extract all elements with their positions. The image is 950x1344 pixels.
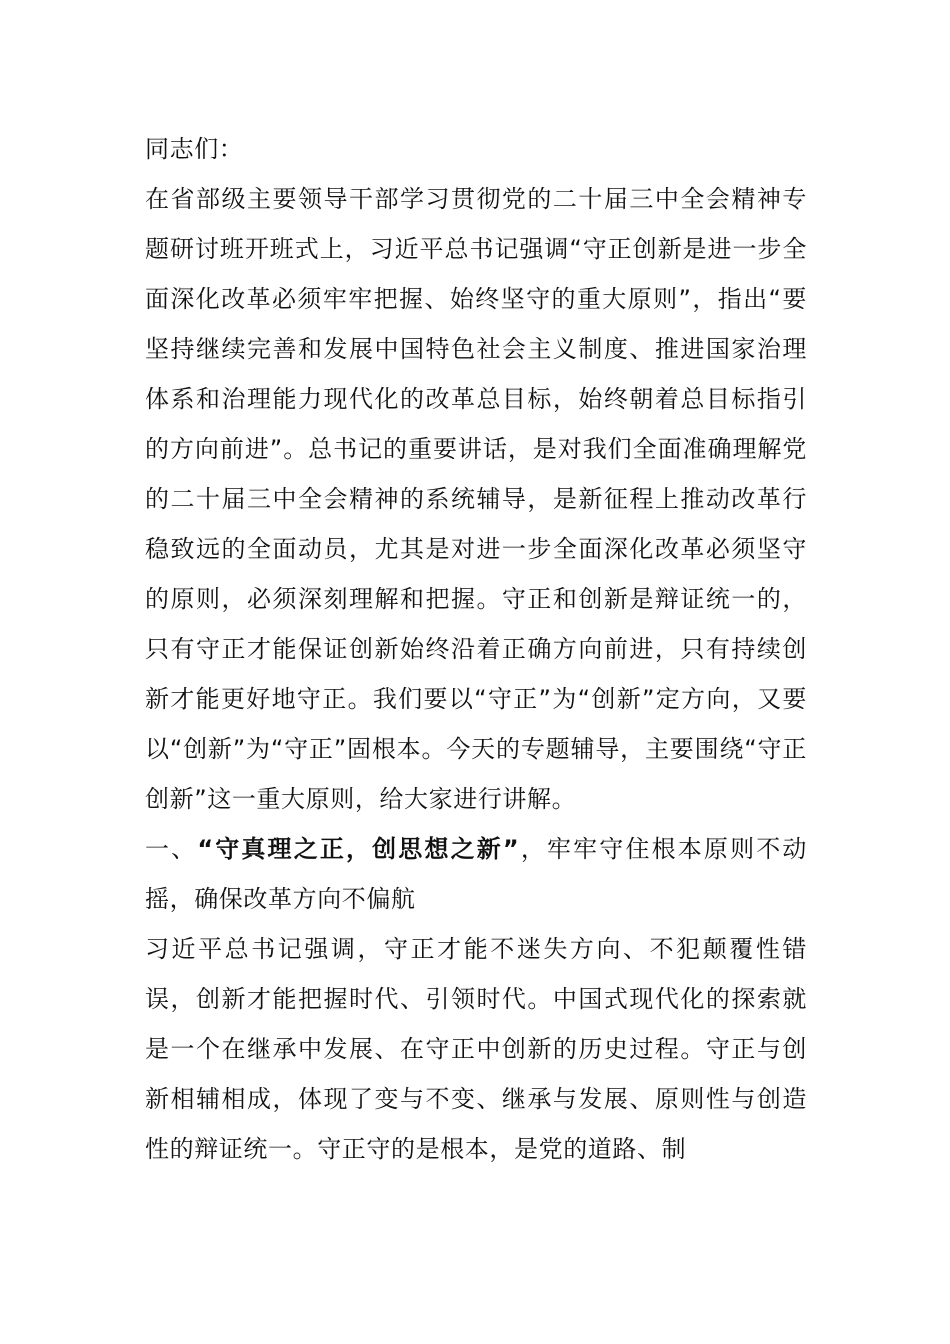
- document-body: [145, 124, 807, 1174]
- section-heading-prefix: 一、: [145, 835, 198, 863]
- salutation: 同志们：: [145, 135, 244, 163]
- paragraph-section-1: 习近平总书记强调，守正才能不迷失方向、不犯颠覆性错误，创新才能把握时代、引领时代。中国式现代化的探索就是一个在继承中发展、在守正中创新的历史过程。守正与创新相辅相成，体现了变与不变、继承与发展、原则性与创造性的辩证统一。守正守的是根本，是党的道路、制: [145, 935, 807, 1163]
- section-heading-rest: ，牢牢守住根本原则不动摇，确保改革方向不偏航: [145, 835, 807, 913]
- section-heading-1: [145, 824, 807, 924]
- paragraph-intro: 在省部级主要领导干部学习贯彻党的二十届三中全会精神专题研讨班开班式上，习近平总书记强调“守正创新是进一步全面深化改革必须牢牢把握、始终坚守的重大原则”，指出“要坚持继续完善和发展中国特色社会主义制度、推进国家治理体系和治理能力现代化的改革总目标，始终朝着总目标指引的方向前进”。总书记的重要讲话，是对我们全面准确理解党的二十届三中全会精神的系统辅导，是新征程上推动改革行稳致远的全面动员，尤其是对进一步全面深化改革必须坚守的原则，必须深刻理解和把握。守正和创新是辩证统一的，只有守正才能保证创新始终沿着正确方向前进，只有持续创新才能更好地守正。我们要以“守正”为“创新”定方向，又要以“创新”为“守正”固根本。今天的专题辅导，主要围绕“守正创新”这一重大原则，给大家进行讲解。: [145, 185, 807, 813]
- section-heading-quote: “守真理之正，创思想之新”: [197, 835, 520, 863]
